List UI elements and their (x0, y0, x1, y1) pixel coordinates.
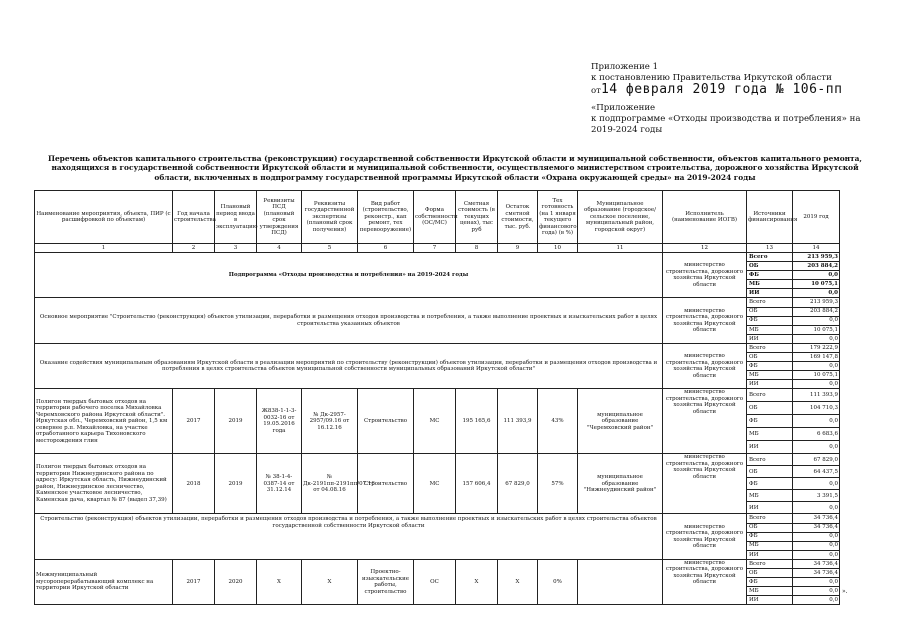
psd-details: № 38-1-4-0387-14 от 31.12.14 (257, 454, 302, 514)
header-cell: Муниципальное образование (городское/сельское поселение, муниципальный район, городской округ) (578, 191, 663, 244)
header-cell: Реквизиты государственной экспертизы (плановый срок получения) (302, 191, 358, 244)
source-label: ФБ (747, 271, 793, 280)
value-cell: 34 736,4 (793, 523, 840, 532)
value-cell: 10 075,1 (793, 325, 840, 334)
value-cell: 34 736,4 (793, 514, 840, 523)
value-cell: 0,0 (793, 415, 840, 428)
header-cell: Плановый период ввода в эксплуатацию (215, 191, 257, 244)
value-cell: 0,0 (793, 596, 840, 605)
readiness: 43% (538, 389, 578, 454)
source-label: ИИ (747, 380, 793, 389)
header-cell: Реквизиты ПСД (плановый срок утверждения ПСД) (257, 191, 302, 244)
ownership-form: МС (414, 454, 456, 514)
source-label: МБ (747, 490, 793, 502)
source-label: ФБ (747, 478, 793, 490)
table-row (35, 454, 840, 466)
value-cell: 213 959,3 (793, 253, 840, 262)
column-number: 13 (747, 244, 793, 253)
remaining-cost: Х (498, 559, 538, 604)
source-label: ОБ (747, 262, 793, 271)
work-type: Строительство (358, 389, 414, 454)
column-number: 9 (498, 244, 538, 253)
column-number: 2 (173, 244, 215, 253)
appendix-header (591, 62, 891, 97)
column-number: 6 (358, 244, 414, 253)
column-number: 1 (35, 244, 173, 253)
column-number: 7 (414, 244, 456, 253)
source-label: ОБ (747, 402, 793, 415)
value-cell: 6 683,6 (793, 428, 840, 441)
table-row (35, 343, 840, 352)
column-number-row (35, 244, 840, 253)
value-cell: 104 710,3 (793, 402, 840, 415)
source-label: ФБ (747, 362, 793, 371)
value-cell: 203 884,2 (793, 307, 840, 316)
appendix2-line1: «Приложение (591, 103, 656, 113)
source-label: Всего (747, 389, 793, 402)
value-cell: 0,0 (793, 316, 840, 325)
value-cell: 34 736,4 (793, 559, 840, 568)
expertise-details: № Дк-2191пп-2191пп/07.16 от 04.08.16 (302, 454, 358, 514)
source-label: ФБ (747, 532, 793, 541)
source-label: МБ (747, 280, 793, 289)
source-label: ФБ (747, 316, 793, 325)
header-cell: Источники финансирования (747, 191, 793, 244)
column-number: 3 (215, 244, 257, 253)
executor-cell: министерство строительства, дорожного хозяйства Иркутской области (663, 389, 747, 454)
source-label: МБ (747, 325, 793, 334)
table-row (35, 253, 840, 262)
assistance-name: Оказание содействия муниципальным образованиям Иркутской области в реализации мероприятий по строительству (реконструкции) объектов утилизации, переработки и размещения отходов производства и потребления в целях строительства объектов муниципальной собственности муниципальных образований Иркутской области" (35, 343, 663, 388)
column-number: 14 (793, 244, 840, 253)
value-cell: 0,0 (793, 587, 840, 596)
appendix-subprogram-header (591, 103, 861, 136)
column-number: 4 (257, 244, 302, 253)
source-label: ИИ (747, 441, 793, 454)
table-row (35, 298, 840, 307)
source-label: Всего (747, 514, 793, 523)
state-construction-name: Строительство (реконструкция) объектов утилизации, переработки и размещения отходов производства и потребления, а также выполнение проектных и изыскательских работ в целях строительства объектов государственной собственности Иркутской области (35, 514, 663, 559)
end-year: 2019 (215, 389, 257, 454)
appendix-date-number: 14 февраля 2019 года № 106-пп (600, 82, 843, 97)
value-cell: 0,0 (793, 334, 840, 343)
source-label: ОБ (747, 307, 793, 316)
work-type: Строительство (358, 454, 414, 514)
subprogram-name: Подпрограмма «Отходы производства и потребления» на 2019-2024 годы (35, 253, 663, 298)
source-label: МБ (747, 371, 793, 380)
work-type: Проектно-изыскательские работы, строительство (358, 559, 414, 604)
table-row (35, 559, 840, 568)
header-cell: Тех готовность (на 1 января текущего финансового года) (в %) (538, 191, 578, 244)
source-label: МБ (747, 428, 793, 441)
closing-quote-mark: ». (842, 588, 848, 595)
object-name: Полигон твердых бытовых отходов на территории Нижнеудинского района по адресу: Иркутская область, Нижнеудинский район, Нижнеудинское лесничество, Каменское участковое лесничество, Каменская дача, квартал № 87 (выдел 37,39) (35, 454, 173, 514)
value-cell: 0,0 (793, 502, 840, 514)
start-year: 2017 (173, 389, 215, 454)
source-label: ФБ (747, 578, 793, 587)
header-cell: Вид работ (строительство, реконстр., кап ремонт, тех перевооружение) (358, 191, 414, 244)
source-label: ОБ (747, 568, 793, 577)
header-cell: Остаток сметной стоимости, тыс. руб. (498, 191, 538, 244)
column-number: 12 (663, 244, 747, 253)
appendix-prefix: от (591, 86, 601, 96)
executor-cell: министерство строительства, дорожного хозяйства Иркутской области (663, 253, 747, 298)
column-number: 5 (302, 244, 358, 253)
start-year: 2018 (173, 454, 215, 514)
value-cell: 0,0 (793, 441, 840, 454)
readiness: 0% (538, 559, 578, 604)
header-cell: Форма собственности (ОС/МС) (414, 191, 456, 244)
end-year: 2019 (215, 454, 257, 514)
appendix-line1: Приложение 1 (591, 62, 659, 72)
estimated-cost: 157 606,4 (456, 454, 498, 514)
header-cell: Исполнитель (наименование ИОГВ) (663, 191, 747, 244)
ownership-form: МС (414, 389, 456, 454)
source-label: МБ (747, 587, 793, 596)
readiness: 57% (538, 454, 578, 514)
municipality: муниципальное образование "Черемховский район" (578, 389, 663, 454)
objects-table (34, 190, 840, 605)
value-cell: 111 393,9 (793, 389, 840, 402)
end-year: 2020 (215, 559, 257, 604)
value-cell: 0,0 (793, 550, 840, 559)
table-row (35, 514, 840, 523)
executor-cell: министерство строительства, дорожного хозяйства Иркутской области (663, 454, 747, 514)
value-cell: 213 959,3 (793, 298, 840, 307)
column-number: 8 (456, 244, 498, 253)
estimated-cost: 195 165,6 (456, 389, 498, 454)
object-name: Полигон твердых бытовых отходов на территории рабочего поселка Михайловка Черемховского района Иркутской области". Иркутская обл., Черемховский район, 1,5 км севернее р.п. Михайловка, на участке отработанного карьера Тихоновского месторождения глин (35, 389, 173, 454)
value-cell: 0,0 (793, 289, 840, 298)
column-number: 10 (538, 244, 578, 253)
main-event-name: Основное мероприятие "Строительство (реконструкция) объектов утилизации, переработки и размещения отходов производства и потребления, а также выполнение проектных и изыскательских работ в целях строительства указанных объектов (35, 298, 663, 343)
source-label: ИИ (747, 502, 793, 514)
municipality-empty (578, 559, 663, 604)
source-label: Всего (747, 298, 793, 307)
executor-cell: министерство строительства, дорожного хозяйства Иркутской области (663, 514, 747, 559)
psd-details: Ж838-1-1-3-0032-16 от 19.05.2016 года (257, 389, 302, 454)
object-name: Межмуниципальный мусороперерабатывающий комплекс на территории Иркутской области (35, 559, 173, 604)
estimated-cost: Х (456, 559, 498, 604)
start-year: 2017 (173, 559, 215, 604)
source-label: ИИ (747, 596, 793, 605)
executor-cell: министерство строительства, дорожного хозяйства Иркутской области (663, 559, 747, 604)
executor-cell: министерство строительства, дорожного хозяйства Иркутской области (663, 343, 747, 388)
header-cell: Год начала строительства (173, 191, 215, 244)
appendix2-line2: к подпрограмме «Отходы производства и потребления» на 2019-2024 годы (591, 114, 861, 135)
value-cell: 10 075,1 (793, 280, 840, 289)
value-cell: 10 075,1 (793, 371, 840, 380)
value-cell: 0,0 (793, 541, 840, 550)
value-cell: 0,0 (793, 380, 840, 389)
source-label: Всего (747, 343, 793, 352)
value-cell: 0,0 (793, 478, 840, 490)
value-cell: 34 736,4 (793, 568, 840, 577)
source-label: ОБ (747, 466, 793, 478)
psd-details: Х (257, 559, 302, 604)
header-cell: Сметная стоимость (в текущих ценах), тыс руб (456, 191, 498, 244)
ownership-form: ОС (414, 559, 456, 604)
header-cell: Наименование мероприятия, объекта, ПИР (с расшифровкой по объектам) (35, 191, 173, 244)
value-cell: 179 222,9 (793, 343, 840, 352)
source-label: ИИ (747, 289, 793, 298)
source-label: Всего (747, 454, 793, 466)
municipality: муниципальное образование "Нижнеудинский район" (578, 454, 663, 514)
remaining-cost: 111 393,9 (498, 389, 538, 454)
source-label: Всего (747, 559, 793, 568)
value-cell: 0,0 (793, 578, 840, 587)
column-number: 11 (578, 244, 663, 253)
expertise-details: № Дк-2957-2957/09.16 от 16.12.16 (302, 389, 358, 454)
value-cell: 67 829,0 (793, 454, 840, 466)
source-label: ИИ (747, 550, 793, 559)
source-label: ФБ (747, 415, 793, 428)
value-cell: 0,0 (793, 271, 840, 280)
table-row (35, 389, 840, 402)
document-title: Перечень объектов капитального строительства (реконструкции) государственной собственности Иркутской области и муниципальной собственности, объектов капитального ремонта, находящихся в государственной собственности Иркутской области и муниципальной собственности, осуществляемого министерством строительства, дорожного хозяйства Иркутской области, включенных в подпрограмму государственной программы Иркутской области «Охрана окружающей среды» на 2019-2024 годы (47, 154, 862, 182)
source-label: МБ (747, 541, 793, 550)
value-cell: 0,0 (793, 362, 840, 371)
header-cell: 2019 год (793, 191, 840, 244)
source-label: ОБ (747, 523, 793, 532)
executor-cell: министерство строительства, дорожного хозяйства Иркутской области (663, 298, 747, 343)
header-row (35, 191, 840, 244)
source-label: ИИ (747, 334, 793, 343)
value-cell: 169 147,8 (793, 353, 840, 362)
appendix-line2: к постановлению Правительства Иркутской области (591, 73, 832, 83)
remaining-cost: 67 829,0 (498, 454, 538, 514)
value-cell: 0,0 (793, 532, 840, 541)
source-label: ОБ (747, 353, 793, 362)
value-cell: 64 437,5 (793, 466, 840, 478)
source-label: Всего (747, 253, 793, 262)
appendix-date-line (591, 84, 891, 97)
expertise-details: Х (302, 559, 358, 604)
value-cell: 3 391,5 (793, 490, 840, 502)
value-cell: 203 884,2 (793, 262, 840, 271)
